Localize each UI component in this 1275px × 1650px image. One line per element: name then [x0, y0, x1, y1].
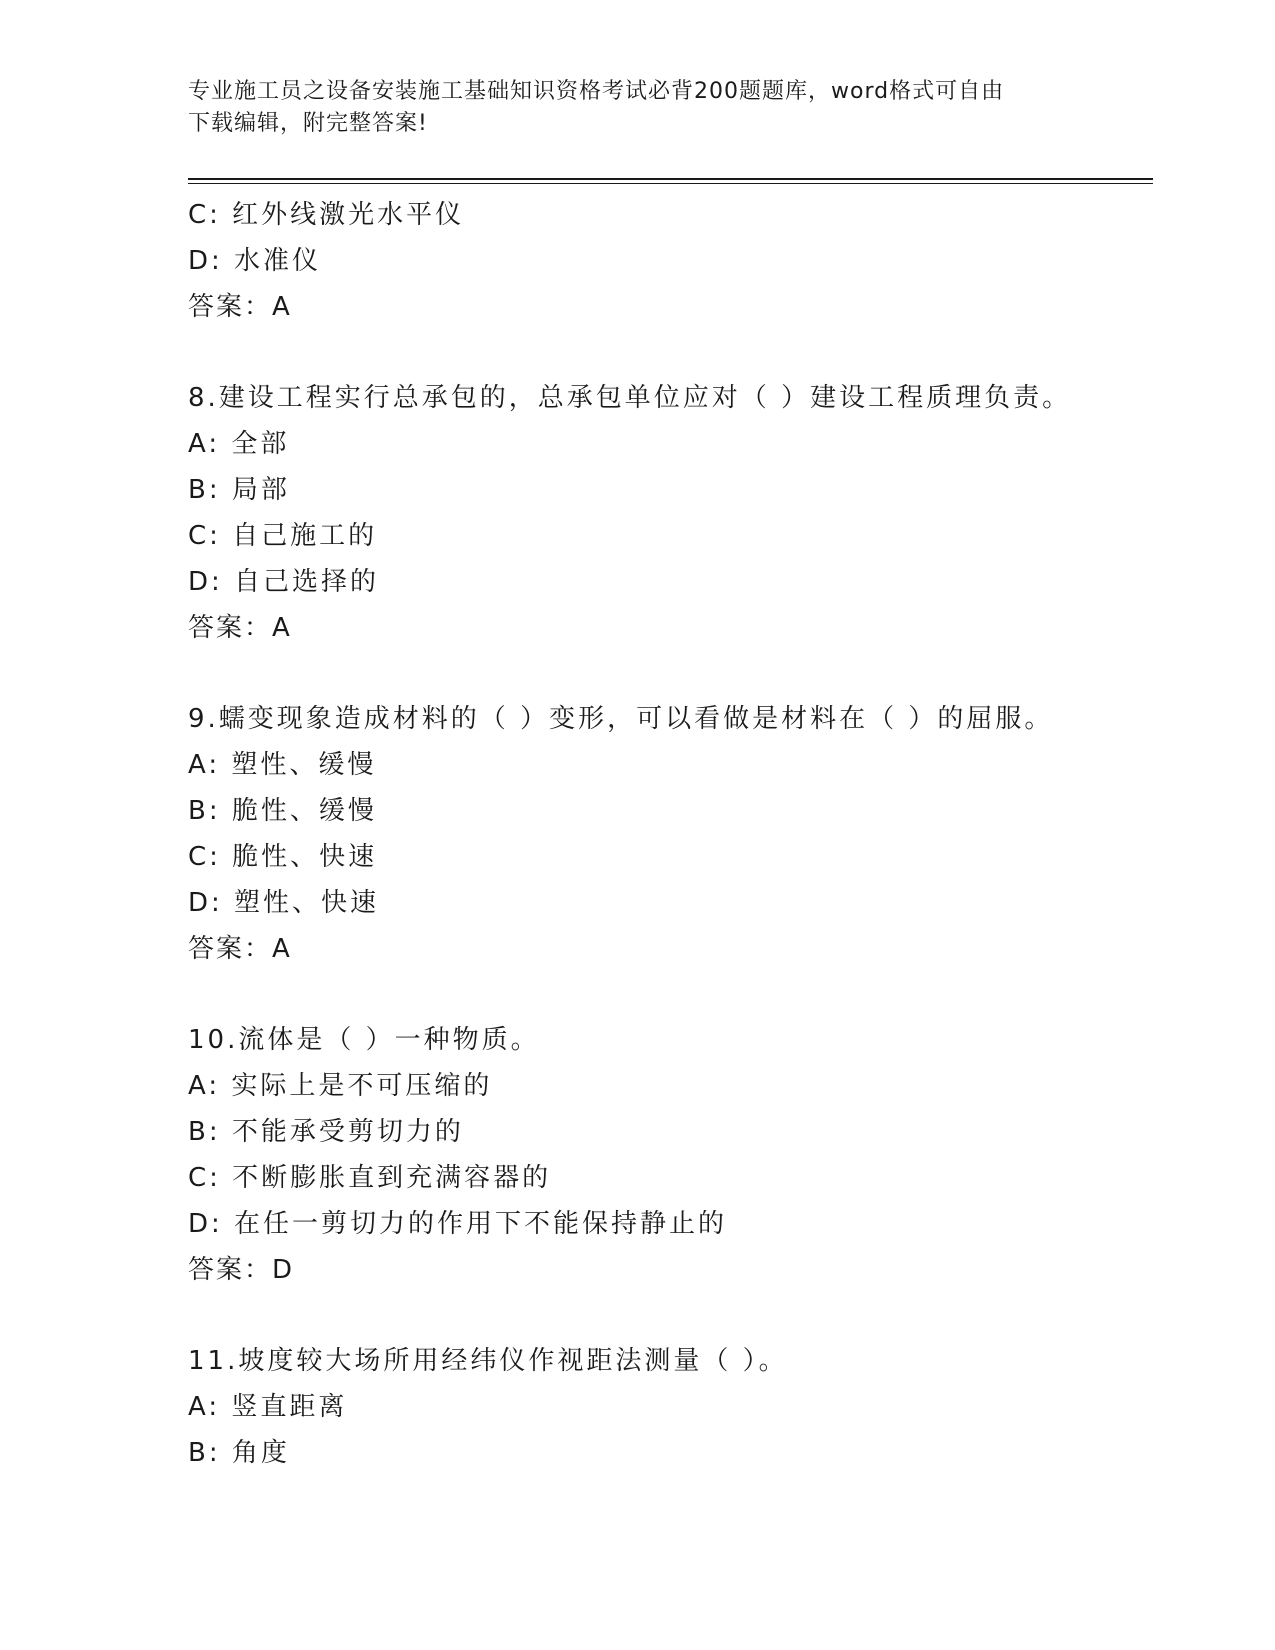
question-11 — [188, 1338, 1153, 1476]
answer-line: 答案：D — [188, 1255, 295, 1285]
question-list — [188, 192, 1153, 1476]
option-c: C: 不断膨胀直到充满容器的 — [188, 1163, 552, 1193]
option-c: C: 红外线激光水平仪 — [188, 200, 465, 230]
question-10 — [188, 1017, 1153, 1293]
answer-line: 答案：A — [188, 613, 292, 643]
question-stem: 11.坡度较大场所用经纬仪作视距法测量（ ）。 — [188, 1346, 788, 1376]
option-a: A: 竖直距离 — [188, 1392, 348, 1422]
option-c: C: 自己施工的 — [188, 521, 378, 551]
option-b: B: 脆性、缓慢 — [188, 796, 377, 826]
question-8 — [188, 375, 1153, 651]
option-c: C: 脆性、快速 — [188, 842, 378, 872]
spacer — [188, 1293, 1153, 1338]
option-b: B: 局部 — [188, 475, 290, 505]
spacer — [188, 651, 1153, 696]
question-stem: 10.流体是（ ）一种物质。 — [188, 1025, 540, 1055]
option-b: B: 角度 — [188, 1438, 290, 1468]
option-a: A: 实际上是不可压缩的 — [188, 1071, 493, 1101]
option-d: D: 水准仪 — [188, 246, 322, 276]
option-d: D: 塑性、快速 — [188, 888, 380, 918]
option-d: D: 在任一剪切力的作用下不能保持静止的 — [188, 1209, 728, 1239]
question-9 — [188, 696, 1153, 972]
question-stem: 9.蠕变现象造成材料的（ ）变形，可以看做是材料在（ ）的屈服。 — [188, 704, 1054, 734]
header-line-1: 专业施工员之设备安装施工基础知识资格考试必背200题题库，word格式可自由 — [188, 79, 1005, 104]
header-rule-thin — [188, 183, 1153, 184]
option-d: D: 自己选择的 — [188, 567, 380, 597]
carry-over-block — [188, 192, 1153, 330]
option-a: A: 全部 — [188, 429, 290, 459]
spacer — [188, 972, 1153, 1017]
question-stem: 8.建设工程实行总承包的，总承包单位应对（ ）建设工程质理负责。 — [188, 383, 1072, 413]
answer-line: 答案：A — [188, 934, 292, 964]
spacer — [188, 330, 1153, 375]
option-b: B: 不能承受剪切力的 — [188, 1117, 464, 1147]
option-a: A: 塑性、缓慢 — [188, 750, 377, 780]
answer-line: 答案：A — [188, 292, 292, 322]
header-rule-thick — [188, 178, 1153, 180]
header-line-2: 下载编辑，附完整答案! — [188, 111, 428, 136]
document-header — [188, 76, 1068, 140]
